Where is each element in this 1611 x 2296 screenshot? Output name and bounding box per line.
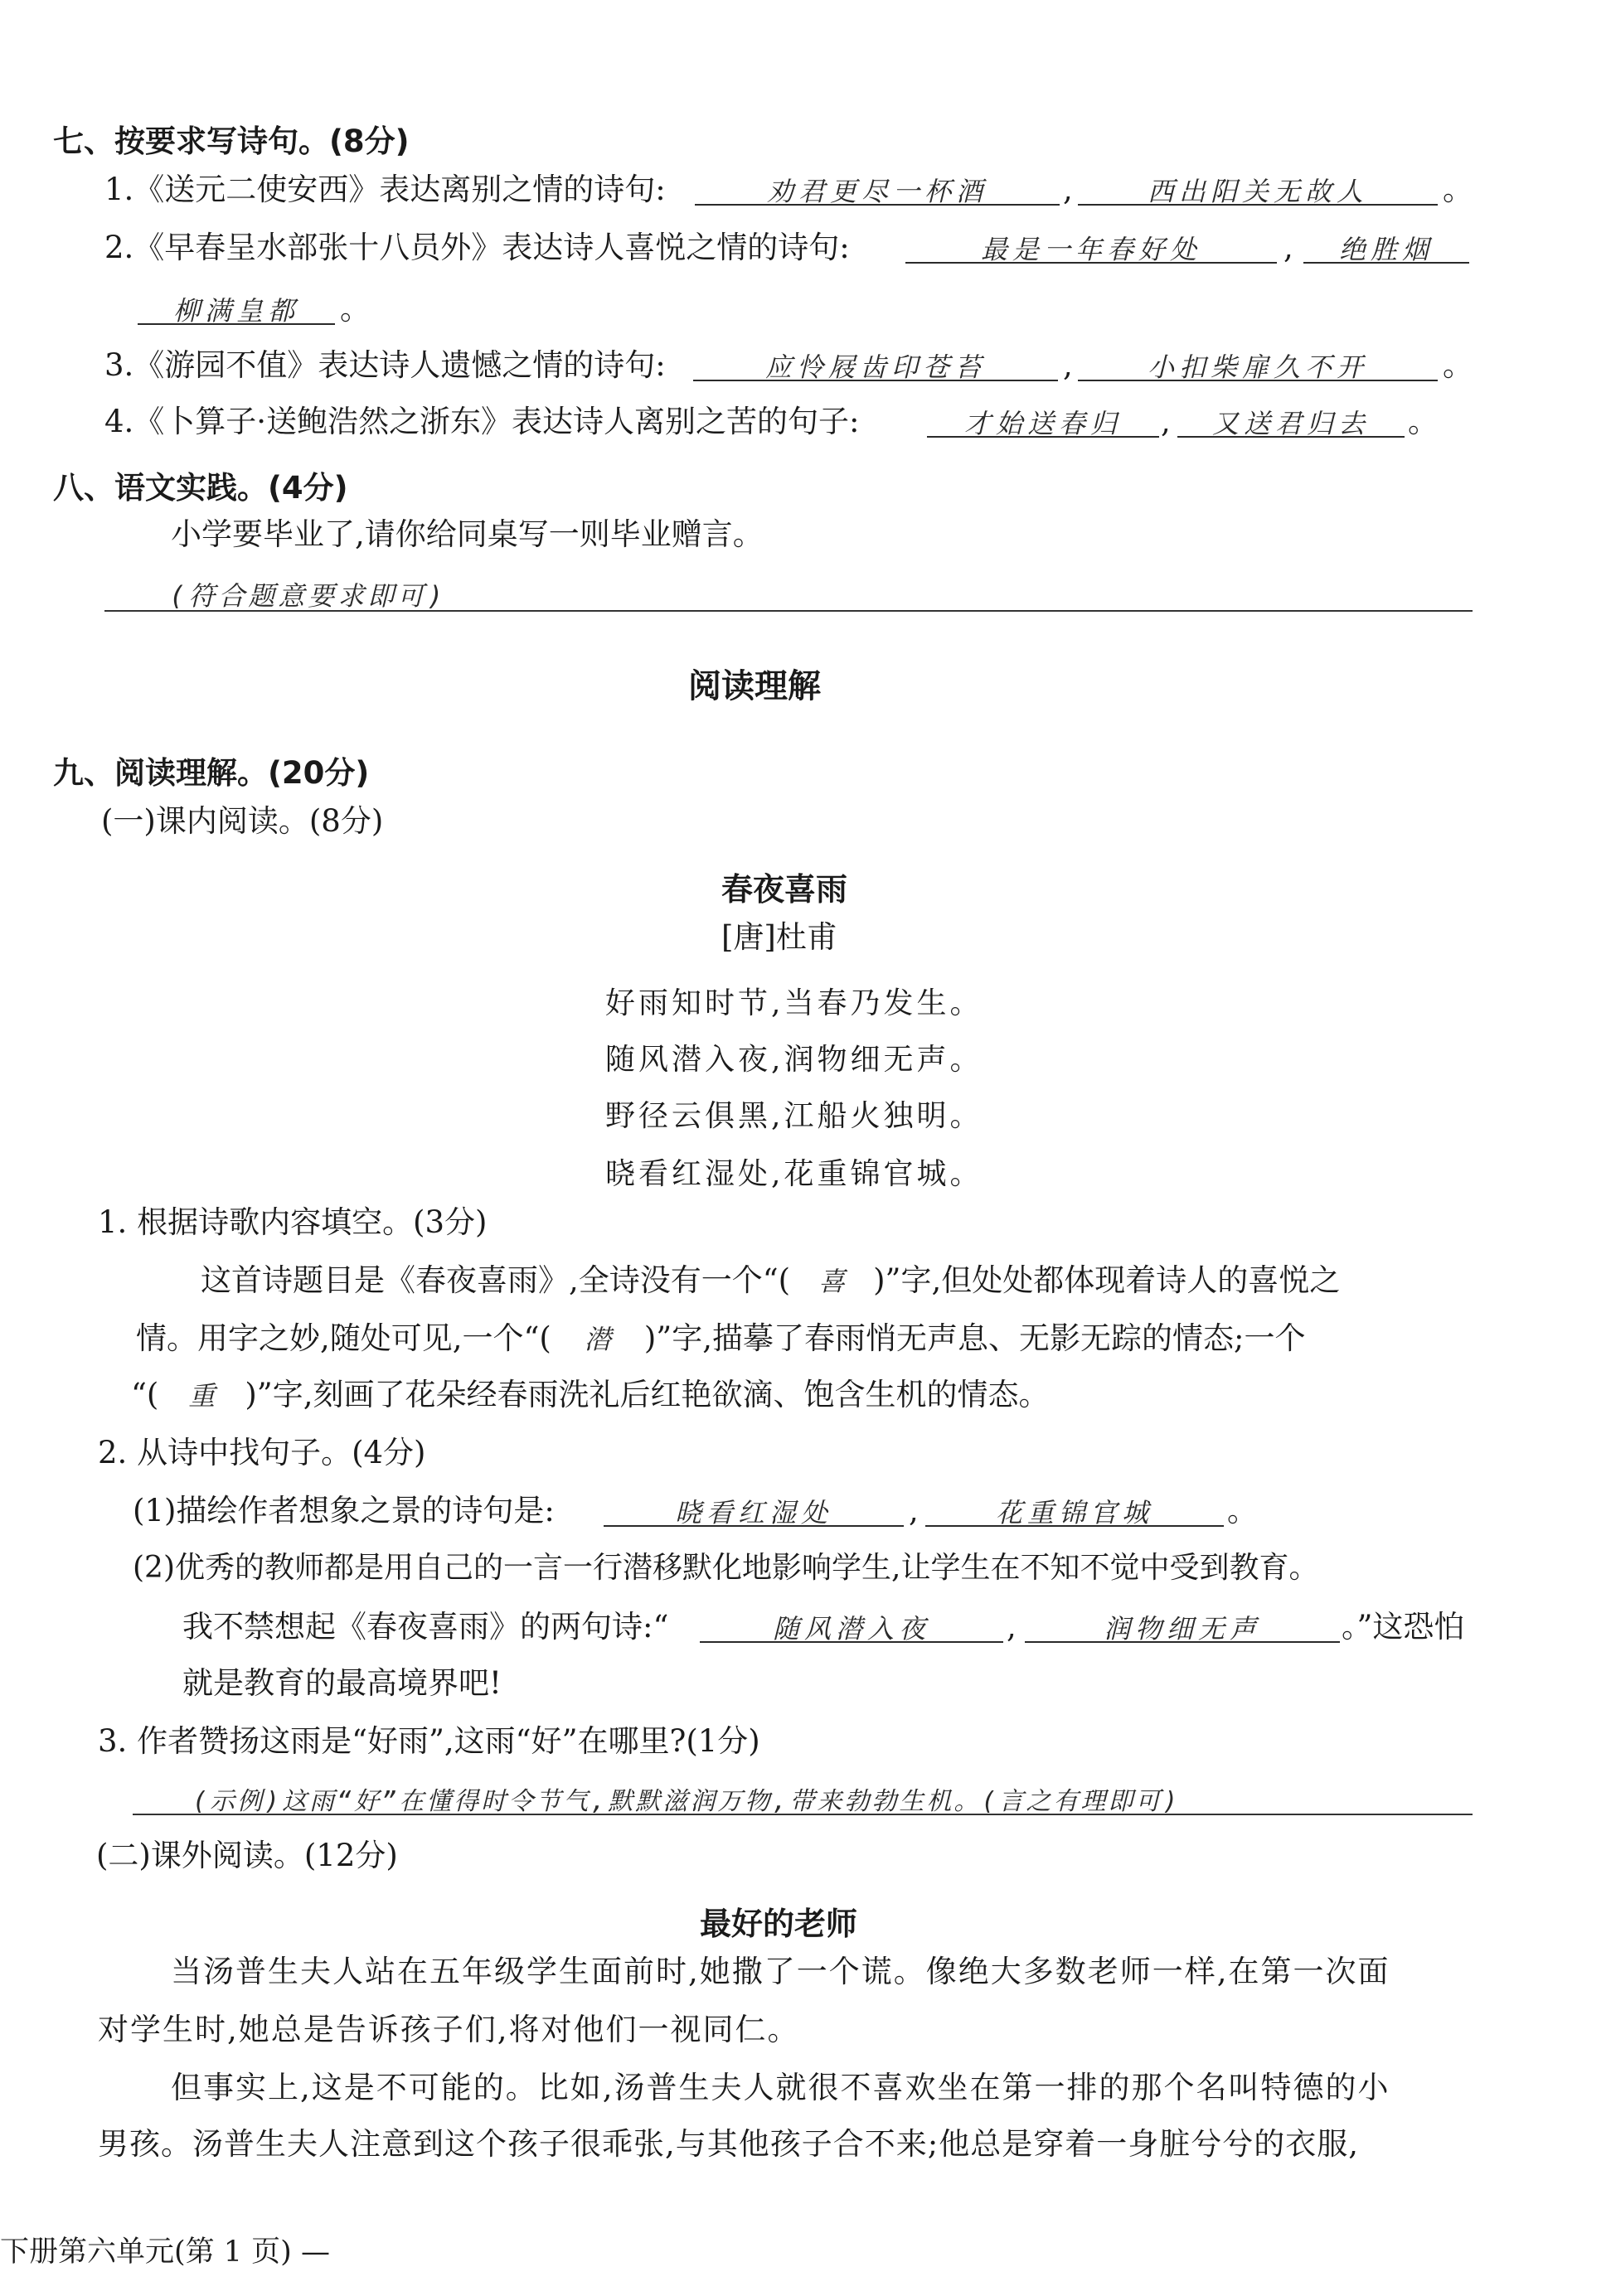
period: 。 — [1227, 1493, 1258, 1528]
q7-1-answer2: 西出阳关无故人 — [1078, 167, 1438, 206]
section7-title: 七、按要求写诗句。(8分) — [53, 124, 410, 159]
q9-1-blank3: 重 — [188, 1380, 216, 1412]
q9-2-2-prompt: 我不禁想起《春夜喜雨》的两句诗:“ — [182, 1609, 669, 1644]
q9-2-1-answer2: 花重锦官城 — [925, 1489, 1224, 1527]
reading-section-header: 阅读理解 — [688, 667, 821, 705]
q9-3-answer: (示例)这雨“好”在懂得时令节气,默默滋润万物,带来勃勃生机。(言之有理即可) — [192, 1787, 1181, 1816]
q9-1-line1: 这首诗题目是《春夜喜雨》,全诗没有一个“( 喜 )”字,但处处都体现着诗人的喜悦之 — [201, 1262, 1341, 1298]
poem-title: 春夜喜雨 — [721, 871, 848, 908]
q9-1-title: 1. 根据诗歌内容填空。(3分) — [98, 1204, 488, 1240]
period: 。 — [1443, 172, 1473, 207]
comma: , — [1007, 1609, 1017, 1644]
q9-2-2-line3: 就是教育的最高境界吧! — [182, 1665, 502, 1701]
q7-4-answer1: 才始送春归 — [927, 400, 1159, 438]
period: 。 — [340, 291, 371, 327]
section8-answer: (符合题意要求即可) — [169, 580, 447, 612]
q7-4-prompt: 4.《卜算子·送鲍浩然之浙东》表达诗人离别之苦的句子: — [104, 404, 860, 439]
article-title: 最好的老师 — [700, 1906, 858, 1942]
q7-1-answer1: 劝君更尽一杯酒 — [695, 167, 1060, 206]
article-paragraph: 但事实上,这是不可能的。比如,汤普生夫人就很不喜欢坐在第一排的那个名叫特德的小 — [171, 2070, 1390, 2105]
q9-3-title: 3. 作者赞扬这雨是“好雨”,这雨“好”在哪里?(1分) — [98, 1723, 760, 1759]
q7-3-answer1: 应怜屐齿印苍苔 — [693, 343, 1058, 381]
q7-3-prompt: 3.《游园不值》表达诗人遗憾之情的诗句: — [104, 347, 666, 383]
q9-2-2-answer1: 随风潜入夜 — [700, 1605, 1003, 1643]
q7-2-answer2b: 柳满皇都 — [138, 287, 335, 325]
comma: , — [1161, 404, 1171, 439]
q9-2-1-answer1: 晓看红湿处 — [604, 1489, 904, 1527]
q9-2-2-answer2: 润物细无声 — [1025, 1605, 1340, 1643]
section8-prompt: 小学要毕业了,请你给同桌写一则毕业赠言。 — [171, 516, 764, 552]
answer-line — [133, 1814, 1473, 1815]
poem-line: 晓看红湿处,花重锦官城。 — [605, 1157, 983, 1191]
part2-title: (二)课外阅读。(12分) — [96, 1838, 398, 1873]
q7-3-answer2: 小扣柴扉久不开 — [1078, 343, 1438, 381]
q9-2-1-prompt: (1)描绘作者想象之景的诗句是: — [133, 1493, 555, 1528]
q9-2-2-end: 。”这恐怕 — [1342, 1609, 1465, 1644]
q9-2-2-line1: (2)优秀的教师都是用自己的一言一行潜移默化地影响学生,让学生在不知不觉中受到教育。 — [133, 1551, 1319, 1585]
poem-line: 野径云俱黑,江船火独明。 — [605, 1099, 983, 1133]
q7-4-answer2: 又送君归去 — [1177, 400, 1405, 438]
article-paragraph: 男孩。汤普生夫人注意到这个孩子很乖张,与其他孩子合不来;他总是穿着一身脏兮兮的衣服, — [98, 2126, 1359, 2162]
q7-2-prompt: 2.《早春呈水部张十八员外》表达诗人喜悦之情的诗句: — [104, 230, 850, 265]
poem-author: [唐]杜甫 — [721, 919, 837, 955]
q7-1-prompt: 1.《送元二使安西》表达离别之情的诗句: — [104, 172, 666, 207]
section9-title: 九、阅读理解。(20分) — [53, 755, 370, 791]
poem-line: 好雨知时节,当春乃发生。 — [605, 986, 983, 1020]
period: 。 — [1443, 347, 1473, 383]
article-paragraph: 当汤普生夫人站在五年级学生面前时,她撒了一个谎。像绝大多数老师一样,在第一次面 — [171, 1954, 1390, 1989]
comma: , — [909, 1493, 919, 1528]
q9-2-title: 2. 从诗中找句子。(4分) — [98, 1435, 426, 1470]
q9-1-blank2: 潜 — [584, 1324, 611, 1355]
comma: , — [1063, 172, 1073, 207]
q9-1-line3: “( 重 )”字,刻画了花朵经春雨洗礼后红艳欲滴、饱含生机的情态。 — [131, 1377, 1050, 1412]
period: 。 — [1408, 404, 1439, 439]
page-footer: 下册第六单元(第 1 页) — — [0, 2235, 330, 2269]
section8-title: 八、语文实践。(4分) — [53, 470, 348, 506]
part1-title: (一)课内阅读。(8分) — [101, 803, 384, 839]
article-paragraph: 对学生时,她总是告诉孩子们,将对他们一视同仁。 — [98, 2012, 800, 2047]
comma: , — [1063, 347, 1073, 383]
poem-line: 随风潜入夜,润物细无声。 — [605, 1043, 983, 1077]
q7-2-answer2a: 绝胜烟 — [1303, 225, 1469, 264]
q9-1-blank1: 喜 — [818, 1266, 846, 1297]
q7-2-answer1: 最是一年春好处 — [905, 225, 1277, 264]
answer-line — [104, 610, 1473, 612]
comma: , — [1283, 230, 1293, 265]
q9-1-line2: 情。用字之妙,随处可见,一个“( 潜 )”字,描摹了春雨悄无声息、无影无踪的情态;一个 — [136, 1320, 1306, 1356]
